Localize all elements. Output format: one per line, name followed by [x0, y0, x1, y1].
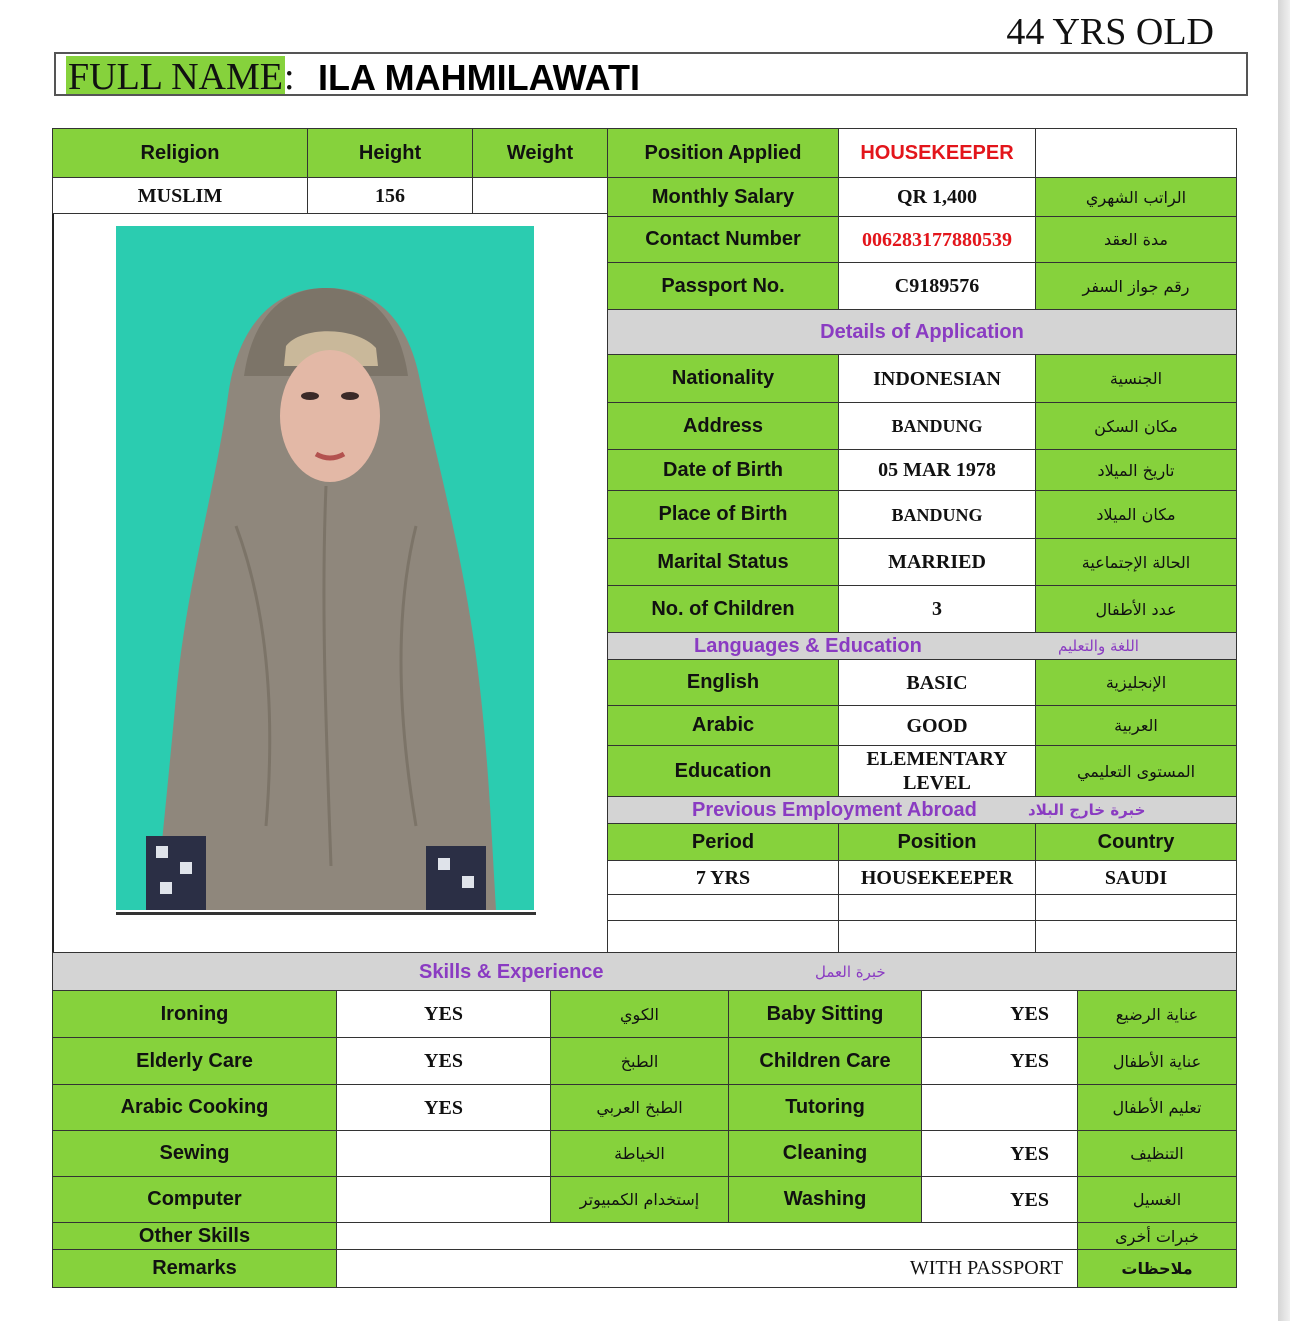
passport-no-value: C9189576 — [838, 262, 1036, 310]
employment-country-value: SAUDI — [1035, 860, 1237, 895]
skill-elderly-care-label: Elderly Care — [52, 1037, 337, 1085]
remarks-value: WITH PASSPORT — [336, 1249, 1078, 1288]
employment-empty-cell — [1035, 894, 1237, 921]
monthly-salary-arabic: الراتب الشهري — [1035, 177, 1237, 217]
previous-employment-title-arabic: خبرة خارج البلاد — [1028, 801, 1146, 819]
skill-tutoring-value — [921, 1084, 1078, 1131]
education-arabic: المستوى التعليمي — [1035, 745, 1237, 797]
skill-cleaning-arabic: التنظيف — [1077, 1130, 1237, 1177]
employment-header-position: Position — [838, 823, 1036, 861]
marital-status-label: Marital Status — [607, 538, 839, 586]
place-of-birth-label: Place of Birth — [607, 490, 839, 539]
full-name-colon: : — [284, 56, 295, 98]
skill-ironing-arabic: الكوي — [550, 990, 729, 1038]
skill-ironing-label: Ironing — [52, 990, 337, 1038]
nationality-label: Nationality — [607, 354, 839, 403]
skill-tutoring-arabic: تعليم الأطفال — [1077, 1084, 1237, 1131]
skills-experience-title: Skills & Experience — [419, 961, 604, 983]
place-of-birth-value: BANDUNG — [838, 490, 1036, 539]
english-value: BASIC — [838, 659, 1036, 706]
skill-sewing-label: Sewing — [52, 1130, 337, 1177]
monthly-salary-value: QR 1,400 — [838, 177, 1036, 217]
skill-elderly-care-value: YES — [336, 1037, 551, 1085]
nationality-arabic: الجنسية — [1035, 354, 1237, 403]
employment-empty-cell — [607, 920, 839, 953]
full-name-label: FULL NAME — [68, 56, 283, 98]
skill-washing-label: Washing — [728, 1176, 922, 1223]
other-skills-value — [336, 1222, 1078, 1250]
skill-children-care-value: YES — [921, 1037, 1078, 1085]
languages-education-title: Languages & Education — [694, 635, 922, 657]
employment-period-value: 7 YRS — [607, 860, 839, 895]
skill-computer-label: Computer — [52, 1176, 337, 1223]
employment-header-period: Period — [607, 823, 839, 861]
languages-education-title-arabic: اللغة والتعليم — [1058, 637, 1139, 655]
skill-baby-sitting-arabic: عناية الرضيع — [1077, 990, 1237, 1038]
skill-arabic-cooking-label: Arabic Cooking — [52, 1084, 337, 1131]
height-label: Height — [307, 128, 473, 178]
remarks-label: Remarks — [52, 1249, 337, 1288]
skill-ironing-value: YES — [336, 990, 551, 1038]
education-label: Education — [607, 745, 839, 797]
arabic-language-arabic: العربية — [1035, 705, 1237, 746]
date-of-birth-arabic: تاريخ الميلاد — [1035, 449, 1237, 491]
skills-experience-title-arabic: خبرة العمل — [815, 963, 886, 981]
skill-cleaning-label: Cleaning — [728, 1130, 922, 1177]
employment-position-value: HOUSEKEEPER — [838, 860, 1036, 895]
employment-header-country: Country — [1035, 823, 1237, 861]
english-label: English — [607, 659, 839, 706]
page-shadow-edge — [1278, 0, 1290, 1321]
no-of-children-label: No. of Children — [607, 585, 839, 633]
contact-number-arabic: مدة العقد — [1035, 216, 1237, 263]
other-skills-arabic: خبرات أخرى — [1077, 1222, 1237, 1250]
full-name-box — [54, 52, 1248, 96]
position-applied-arabic — [1035, 128, 1237, 178]
passport-no-label: Passport No. — [607, 262, 839, 310]
skill-sewing-value — [336, 1130, 551, 1177]
marital-status-value: MARRIED — [838, 538, 1036, 586]
other-skills-label: Other Skills — [52, 1222, 337, 1250]
marital-status-arabic: الحالة الإجتماعية — [1035, 538, 1237, 586]
position-applied-label: Position Applied — [607, 128, 839, 178]
skill-baby-sitting-label: Baby Sitting — [728, 990, 922, 1038]
skill-washing-arabic: الغسيل — [1077, 1176, 1237, 1223]
contact-number-label: Contact Number — [607, 216, 839, 263]
employment-empty-cell — [1035, 920, 1237, 953]
religion-label: Religion — [52, 128, 308, 178]
address-label: Address — [607, 402, 839, 450]
weight-value — [472, 177, 608, 214]
previous-employment-title: Previous Employment Abroad — [692, 799, 977, 821]
date-of-birth-value: 05 MAR 1978 — [838, 449, 1036, 491]
arabic-language-label: Arabic — [607, 705, 839, 746]
age-text: 44 YRS OLD — [1006, 11, 1214, 53]
address-value: BANDUNG — [838, 402, 1036, 450]
previous-employment-heading — [607, 796, 1237, 824]
religion-value: MUSLIM — [52, 177, 308, 214]
languages-education-heading — [607, 632, 1237, 660]
date-of-birth-label: Date of Birth — [607, 449, 839, 491]
full-name-value: ILA MAHMILAWATI — [318, 57, 640, 98]
applicant-photo — [116, 226, 534, 910]
employment-empty-cell — [838, 894, 1036, 921]
employment-empty-cell — [838, 920, 1036, 953]
skill-arabic-cooking-arabic: الطبخ العربي — [550, 1084, 729, 1131]
skill-computer-value — [336, 1176, 551, 1223]
remarks-arabic: ملاحظات — [1077, 1249, 1237, 1288]
no-of-children-arabic: عدد الأطفال — [1035, 585, 1237, 633]
position-applied-value: HOUSEKEEPER — [838, 128, 1036, 178]
contact-number-value: 006283177880539 — [838, 216, 1036, 263]
place-of-birth-arabic: مكان الميلاد — [1035, 490, 1237, 539]
skill-arabic-cooking-value: YES — [336, 1084, 551, 1131]
passport-no-arabic: رقم جواز السفر — [1035, 262, 1237, 310]
no-of-children-value: 3 — [838, 585, 1036, 633]
skill-sewing-arabic: الخياطة — [550, 1130, 729, 1177]
skill-tutoring-label: Tutoring — [728, 1084, 922, 1131]
skill-cleaning-value: YES — [921, 1130, 1078, 1177]
address-arabic: مكان السكن — [1035, 402, 1237, 450]
photo-underline — [116, 912, 536, 915]
monthly-salary-label: Monthly Salary — [607, 177, 839, 217]
weight-label: Weight — [472, 128, 608, 178]
skills-experience-heading — [52, 952, 1237, 991]
skill-washing-value: YES — [921, 1176, 1078, 1223]
details-of-application-heading: Details of Application — [607, 309, 1237, 355]
employment-empty-cell — [607, 894, 839, 921]
arabic-language-value: GOOD — [838, 705, 1036, 746]
education-value: ELEMENTARY LEVEL — [838, 745, 1036, 797]
english-arabic: الإنجليزية — [1035, 659, 1237, 706]
skill-baby-sitting-value: YES — [921, 990, 1078, 1038]
skill-elderly-care-arabic: الطبخ — [550, 1037, 729, 1085]
height-value: 156 — [307, 177, 473, 214]
nationality-value: INDONESIAN — [838, 354, 1036, 403]
skill-children-care-label: Children Care — [728, 1037, 922, 1085]
skill-children-care-arabic: عناية الأطفال — [1077, 1037, 1237, 1085]
skill-computer-arabic: إستخدام الكمبيوتر — [550, 1176, 729, 1223]
